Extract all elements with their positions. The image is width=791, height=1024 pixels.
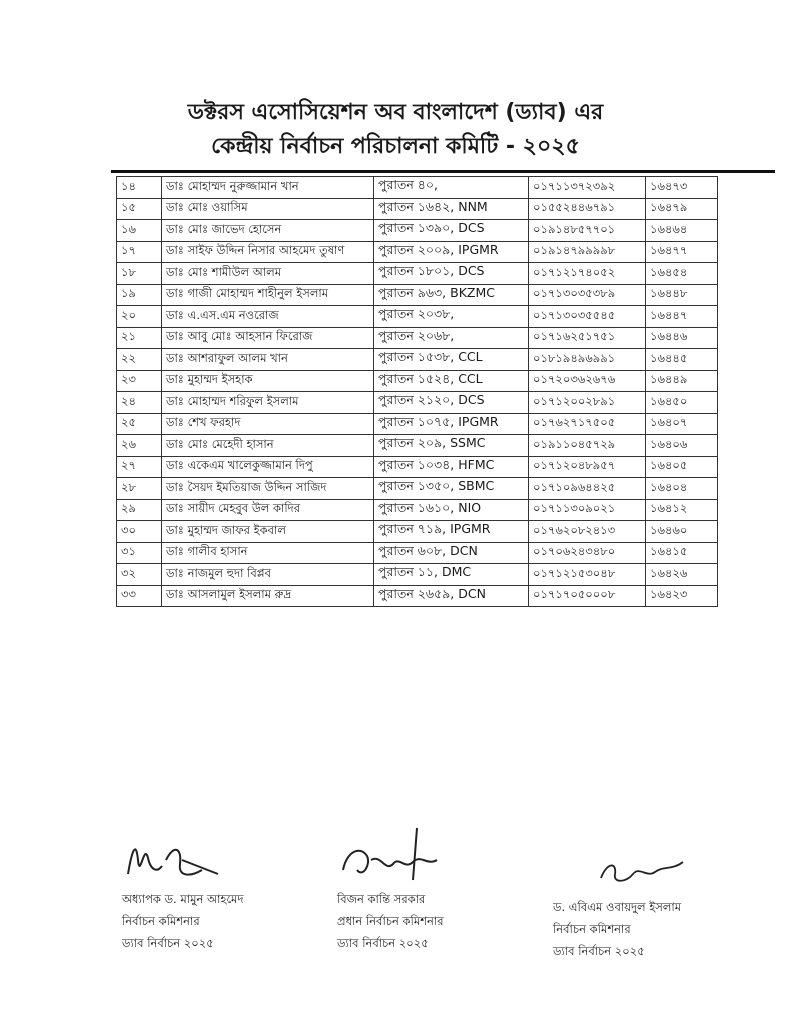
reg-cell: ১৬৪৫৪	[646, 263, 718, 285]
serial-cell: ২৫	[117, 413, 162, 435]
serial-cell: ৩০	[117, 521, 162, 543]
reg-cell: ১৬৪০৭	[646, 413, 718, 435]
signatory-3-role: নির্বাচন কমিশনার	[553, 922, 631, 936]
reg-cell: ১৬৪৪৯	[646, 370, 718, 392]
batch-cell: পুরাতন ১৩৯০, DCS	[374, 220, 529, 242]
name-cell: ডাঃ মোহাম্মদ নুরুজ্জামান খান	[162, 177, 374, 199]
serial-cell: ১৫	[117, 198, 162, 220]
table-row	[117, 220, 718, 242]
table-row	[117, 306, 718, 328]
signatory-1-role: নির্বাচন কমিশনার	[122, 914, 200, 928]
table-row	[117, 263, 718, 285]
phone-cell: ০১৭০৬২৪৩৪৮০	[529, 542, 646, 564]
reg-cell: ১৬৪৪৮	[646, 284, 718, 306]
name-cell: ডাঃ মোঃ মেহেদী হাসান	[162, 435, 374, 457]
signature-2-icon	[337, 820, 467, 890]
batch-cell: পুরাতন ৯৬৩, BKZMC	[374, 284, 529, 306]
serial-cell: ৩২	[117, 564, 162, 586]
name-cell: ডাঃ এ.এস.এম নওরোজ	[162, 306, 374, 328]
reg-cell: ১৬৪৫০	[646, 392, 718, 414]
serial-cell: ২৮	[117, 478, 162, 500]
name-cell: ডাঃ আবু মোঃ আহসান ফিরোজ	[162, 327, 374, 349]
signatory-2-role: প্রধান নির্বাচন কমিশনার	[337, 914, 444, 928]
phone-cell: ০১৭১৬২৫১৭৫১	[529, 327, 646, 349]
signatory-3-name: ড. এবিএম ওবায়দুল ইসলাম	[553, 900, 682, 914]
reg-cell: ১৬৪৭৭	[646, 241, 718, 263]
batch-cell: পুরাতন ২০৩৮,	[374, 306, 529, 328]
name-cell: ডাঃ সৈয়দ ইমতিয়াজ উদ্দিন সাজিদ	[162, 478, 374, 500]
serial-cell: ৩১	[117, 542, 162, 564]
reg-cell: ১৬৪২৬	[646, 564, 718, 586]
signatory-1-org: ড্যাব নির্বাচন ২০২৫	[122, 936, 214, 950]
name-cell: ডাঃ শেখ ফরহাদ	[162, 413, 374, 435]
serial-cell: ২১	[117, 327, 162, 349]
serial-cell: ৩৩	[117, 585, 162, 607]
name-cell: ডাঃ মুহাম্মদ ইসহাক	[162, 370, 374, 392]
phone-cell: ০১৭১১৩০৯০২১	[529, 499, 646, 521]
members-table	[116, 176, 718, 607]
name-cell: ডাঃ মোঃ ওয়াসিম	[162, 198, 374, 220]
batch-cell: পুরাতন ২০০৯, IPGMR	[374, 241, 529, 263]
serial-cell: ২৯	[117, 499, 162, 521]
serial-cell: ২২	[117, 349, 162, 371]
serial-cell: ১৯	[117, 284, 162, 306]
table-row	[117, 370, 718, 392]
reg-cell: ১৬৪০৫	[646, 456, 718, 478]
phone-cell: ০১৭৬২০৮২৪১৩	[529, 521, 646, 543]
name-cell: ডাঃ সায়ীদ মেহবুব উল কাদির	[162, 499, 374, 521]
reg-cell: ১৬৪৭৩	[646, 177, 718, 199]
serial-cell: ২০	[117, 306, 162, 328]
name-cell: ডাঃ গাজী মোহাম্মদ শাহীনুল ইসলাম	[162, 284, 374, 306]
phone-cell: ০১৭১২০৪৮৯৫৭	[529, 456, 646, 478]
batch-cell: পুরাতন ৬০৮, DCN	[374, 542, 529, 564]
name-cell: ডাঃ মোঃ জাভেদ হোসেন	[162, 220, 374, 242]
reg-cell: ১৬৪৬০	[646, 521, 718, 543]
name-cell: ডাঃ সাইফ উদ্দিন নিসার আহমেদ তুষাণ	[162, 241, 374, 263]
signatory-1	[122, 888, 244, 954]
phone-cell: ০১৯১৪৮৫৭৭০১	[529, 220, 646, 242]
signatory-3-org: ড্যাব নির্বাচন ২০২৫	[553, 944, 645, 958]
phone-cell: ০১৮১৯৪৯৬৯৯১	[529, 349, 646, 371]
batch-cell: পুরাতন ২০৬৮,	[374, 327, 529, 349]
phone-cell: ০১৭১১৩৭২৩৯২	[529, 177, 646, 199]
serial-cell: ২৪	[117, 392, 162, 414]
name-cell: ডাঃ নাজমুল হুদা বিপ্লব	[162, 564, 374, 586]
batch-cell: পুরাতন ১০৭৫, IPGMR	[374, 413, 529, 435]
batch-cell: পুরাতন ১৫২৪, CCL	[374, 370, 529, 392]
reg-cell: ১৬৪৭৯	[646, 198, 718, 220]
table-row	[117, 564, 718, 586]
table-row	[117, 392, 718, 414]
batch-cell: পুরাতন ৭১৯, IPGMR	[374, 521, 529, 543]
reg-cell: ১৬৪৬৪	[646, 220, 718, 242]
signature-1-icon	[122, 830, 232, 890]
document-title-line1: ডক্টরস এসোসিয়েশন অব বাংলাদেশ (ড্যাব) এর	[187, 100, 604, 125]
table-row	[117, 241, 718, 263]
phone-cell: ০১৭১০৯৬৪৪২৫	[529, 478, 646, 500]
batch-cell: পুরাতন ১৫৩৮, CCL	[374, 349, 529, 371]
table-row	[117, 349, 718, 371]
batch-cell: পুরাতন ১৮০১, DCS	[374, 263, 529, 285]
table-row	[117, 327, 718, 349]
serial-cell: ১৭	[117, 241, 162, 263]
phone-cell: ০১৭১২১৭৪০৫২	[529, 263, 646, 285]
serial-cell: ১৮	[117, 263, 162, 285]
serial-cell: ২৭	[117, 456, 162, 478]
name-cell: ডাঃ আসলামুল ইসলাম রুদ্র	[162, 585, 374, 607]
reg-cell: ১৬৪৪৫	[646, 349, 718, 371]
phone-cell: ০১৭১২১৫৩০৪৮	[529, 564, 646, 586]
signatory-1-name: অধ্যাপক ড. মামুন আহমেদ	[122, 892, 244, 906]
table-row	[117, 284, 718, 306]
batch-cell: পুরাতন ১৬৪২, NNM	[374, 198, 529, 220]
phone-cell: ০১৫৫২৪৪৬৭৯১	[529, 198, 646, 220]
name-cell: ডাঃ গালীব হাসান	[162, 542, 374, 564]
name-cell: ডাঃ একেএম খালেকুজ্জামান দিপু	[162, 456, 374, 478]
batch-cell: পুরাতন ১১, DMC	[374, 564, 529, 586]
table-row	[117, 585, 718, 607]
phone-cell: ০১৭১২০০২৮৯১	[529, 392, 646, 414]
table-row	[117, 435, 718, 457]
reg-cell: ১৬৪১২	[646, 499, 718, 521]
name-cell: ডাঃ মোহাম্মদ শরিফুল ইসলাম	[162, 392, 374, 414]
table-row	[117, 177, 718, 199]
serial-cell: ১৬	[117, 220, 162, 242]
reg-cell: ১৬৪৪৬	[646, 327, 718, 349]
batch-cell: পুরাতন ১৩৫০, SBMC	[374, 478, 529, 500]
reg-cell: ১৬৪২৩	[646, 585, 718, 607]
reg-cell: ১৬৪০৬	[646, 435, 718, 457]
signatory-2-org: ড্যাব নির্বাচন ২০২৫	[337, 936, 429, 950]
signatory-2-name: বিজন কান্তি সরকার	[337, 892, 426, 906]
phone-cell: ০১৯১৪৭৯৯৯৯৮	[529, 241, 646, 263]
table-row	[117, 478, 718, 500]
table-row	[117, 542, 718, 564]
batch-cell: পুরাতন ১৬১০, NIO	[374, 499, 529, 521]
table-row	[117, 521, 718, 543]
batch-cell: পুরাতন ১০৩৪, HFMC	[374, 456, 529, 478]
batch-cell: পুরাতন ২৬৫৯, DCN	[374, 585, 529, 607]
table-row	[117, 413, 718, 435]
table-row	[117, 198, 718, 220]
header-divider	[111, 170, 775, 173]
phone-cell: ০১৭১৩০৩৫৩৮৯	[529, 284, 646, 306]
phone-cell: ০১৭৬২৭১৭৫০৫	[529, 413, 646, 435]
phone-cell: ০১৭১৭০৫০০০৮	[529, 585, 646, 607]
signature-3-icon	[593, 848, 693, 894]
serial-cell: ১৪	[117, 177, 162, 199]
document-title-line2: কেন্দ্রীয় নির্বাচন পরিচালনা কমিটি - ২০২৫	[211, 134, 580, 159]
table-row	[117, 456, 718, 478]
batch-cell: পুরাতন ২০৯, SSMC	[374, 435, 529, 457]
name-cell: ডাঃ মোঃ শামীউল আলম	[162, 263, 374, 285]
reg-cell: ১৬৪০৪	[646, 478, 718, 500]
signatory-3	[553, 896, 681, 962]
serial-cell: ২৩	[117, 370, 162, 392]
reg-cell: ১৬৪৪৭	[646, 306, 718, 328]
phone-cell: ০১৯১১০৪৫৭২৯	[529, 435, 646, 457]
batch-cell: পুরাতন ২১২০, DCS	[374, 392, 529, 414]
batch-cell: পুরাতন ৪০,	[374, 177, 529, 199]
name-cell: ডাঃ মুহাম্মদ জাফর ইকবাল	[162, 521, 374, 543]
reg-cell: ১৬৪১৫	[646, 542, 718, 564]
phone-cell: ০১৭১৩০৩৫৫৪৫	[529, 306, 646, 328]
phone-cell: ০১৭২০৩৬২৬৭৬	[529, 370, 646, 392]
signatory-2	[337, 888, 444, 954]
table-row	[117, 499, 718, 521]
name-cell: ডাঃ আশরাফুল আলম খান	[162, 349, 374, 371]
serial-cell: ২৬	[117, 435, 162, 457]
